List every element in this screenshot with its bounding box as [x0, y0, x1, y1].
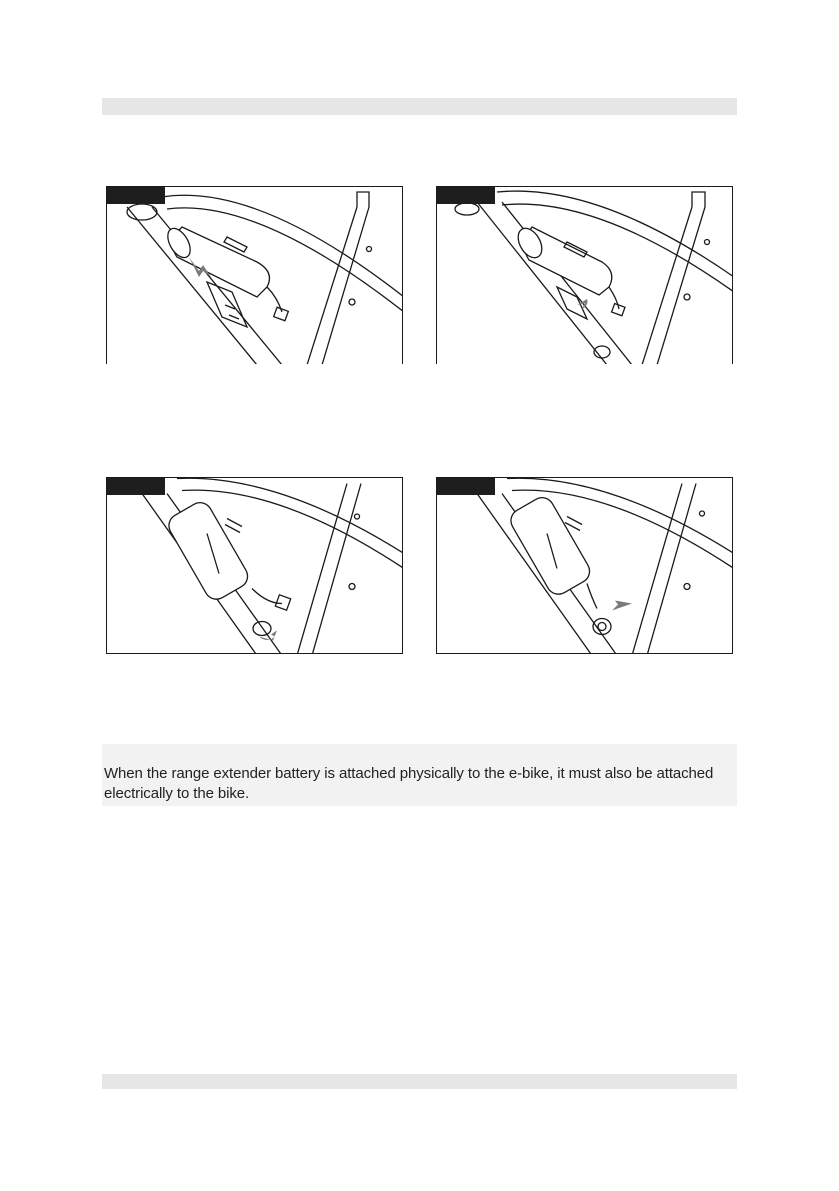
notice-box: [102, 744, 737, 806]
figure-step-1: [106, 186, 403, 364]
remove-charge-port-cap-illustration: [107, 478, 403, 654]
battery-slide-onto-mount-illustration: [107, 187, 403, 364]
step-tab: [437, 187, 495, 204]
header-bar: [102, 98, 737, 115]
step-tab: [437, 478, 495, 495]
figure-step-3: [106, 477, 403, 654]
step-tab: [107, 187, 165, 204]
figure-step-2: [436, 186, 733, 364]
footer-bar: [102, 1074, 737, 1089]
notice-text: When the range extender battery is attached physically to the e-bike, it must also be attached electrically to the bike.: [104, 765, 714, 802]
step-tab: [107, 478, 165, 495]
insert-cable-plug-illustration: [437, 478, 733, 654]
battery-press-into-mount-illustration: [437, 187, 733, 364]
figure-step-4: [436, 477, 733, 654]
